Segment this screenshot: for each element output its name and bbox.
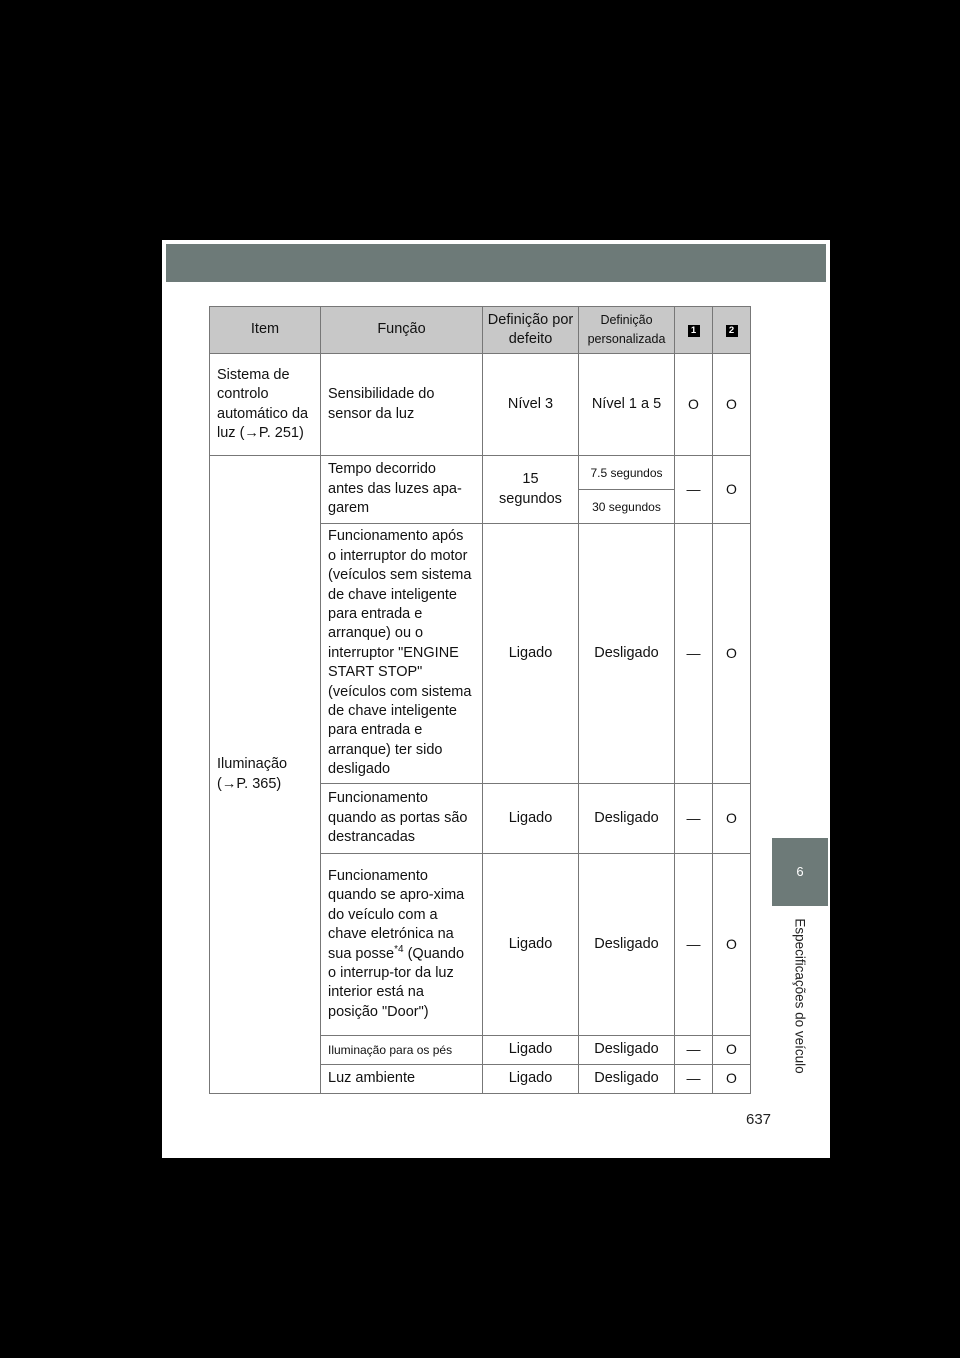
function-text-continued: (Quando o interrup-tor da luz interior está na posição "Door") bbox=[328, 945, 465, 1020]
header-item: Item bbox=[210, 307, 321, 354]
header-custom: Definição personalizada bbox=[579, 307, 675, 354]
cell-function: Funcionamento quando as portas são destrancadas bbox=[321, 784, 483, 854]
cell-custom: Desligado bbox=[579, 854, 675, 1036]
cell-default: Nível 3 bbox=[483, 354, 579, 456]
cell-col2: O bbox=[713, 854, 751, 1036]
table-row bbox=[210, 456, 751, 490]
cell-function: Iluminação para os pés bbox=[321, 1036, 483, 1065]
badge-1: 1 bbox=[688, 325, 700, 337]
chapter-tab: 6 bbox=[772, 838, 828, 906]
cell-col2: O bbox=[713, 524, 751, 784]
cell-function: Tempo decorrido antes das luzes apa-garem bbox=[321, 456, 483, 524]
cell-item: Iluminação (→P. 365) bbox=[210, 456, 321, 1094]
header-col1 bbox=[675, 307, 713, 354]
function-text: Funcionamento quando se apro-xima do veículo com a chave eletrónica na sua posse bbox=[328, 867, 465, 962]
cell-default: Ligado bbox=[483, 854, 579, 1036]
header-function: Função bbox=[321, 307, 483, 354]
page-number: 637 bbox=[746, 1111, 772, 1128]
cell-default: Ligado bbox=[483, 524, 579, 784]
chapter-title-vertical bbox=[772, 910, 828, 1090]
cell-function: Funcionamento após o interruptor do motor (veículos sem sistema de chave inteligente para entrada e arranque) ou o interruptor "ENGINE START STOP" (veículos com sistema de chave inteligente para entrada e arranque) ter sido desligado bbox=[321, 524, 483, 784]
cell-col2: O bbox=[713, 456, 751, 524]
table-row bbox=[210, 354, 751, 456]
header-band bbox=[166, 244, 826, 282]
cell-col2: O bbox=[713, 1036, 751, 1065]
cell-function: Luz ambiente bbox=[321, 1065, 483, 1094]
cell-custom-b: 30 segundos bbox=[579, 490, 675, 524]
cell-item: Sistema de controlo automático da luz (→P. 251) bbox=[210, 354, 321, 456]
table-header-row bbox=[210, 307, 751, 354]
cell-custom: Desligado bbox=[579, 1036, 675, 1065]
cell-col2: O bbox=[713, 784, 751, 854]
cell-col2: O bbox=[713, 354, 751, 456]
cell-col1: — bbox=[675, 1036, 713, 1065]
cell-custom: Desligado bbox=[579, 1065, 675, 1094]
cell-col1: — bbox=[675, 784, 713, 854]
cell-function bbox=[321, 854, 483, 1036]
customization-table bbox=[209, 306, 751, 1094]
cell-col1: — bbox=[675, 854, 713, 1036]
cell-col2: O bbox=[713, 1065, 751, 1094]
cell-custom: Desligado bbox=[579, 784, 675, 854]
chapter-title: Especificações do veículo bbox=[792, 918, 808, 1074]
footnote-marker: *4 bbox=[394, 943, 404, 955]
cell-custom: Desligado bbox=[579, 524, 675, 784]
cell-custom: Nível 1 a 5 bbox=[579, 354, 675, 456]
cell-col1: — bbox=[675, 456, 713, 524]
cell-default: Ligado bbox=[483, 1065, 579, 1094]
cell-custom-a: 7.5 segundos bbox=[579, 456, 675, 490]
cell-col1: — bbox=[675, 1065, 713, 1094]
cell-default: Ligado bbox=[483, 1036, 579, 1065]
cell-default: 15 segundos bbox=[483, 456, 579, 524]
header-default: Definição por defeito bbox=[483, 307, 579, 354]
cell-col1: — bbox=[675, 524, 713, 784]
badge-2: 2 bbox=[726, 325, 738, 337]
cell-default: Ligado bbox=[483, 784, 579, 854]
cell-function: Sensibilidade do sensor da luz bbox=[321, 354, 483, 456]
cell-col1: O bbox=[675, 354, 713, 456]
header-col2 bbox=[713, 307, 751, 354]
